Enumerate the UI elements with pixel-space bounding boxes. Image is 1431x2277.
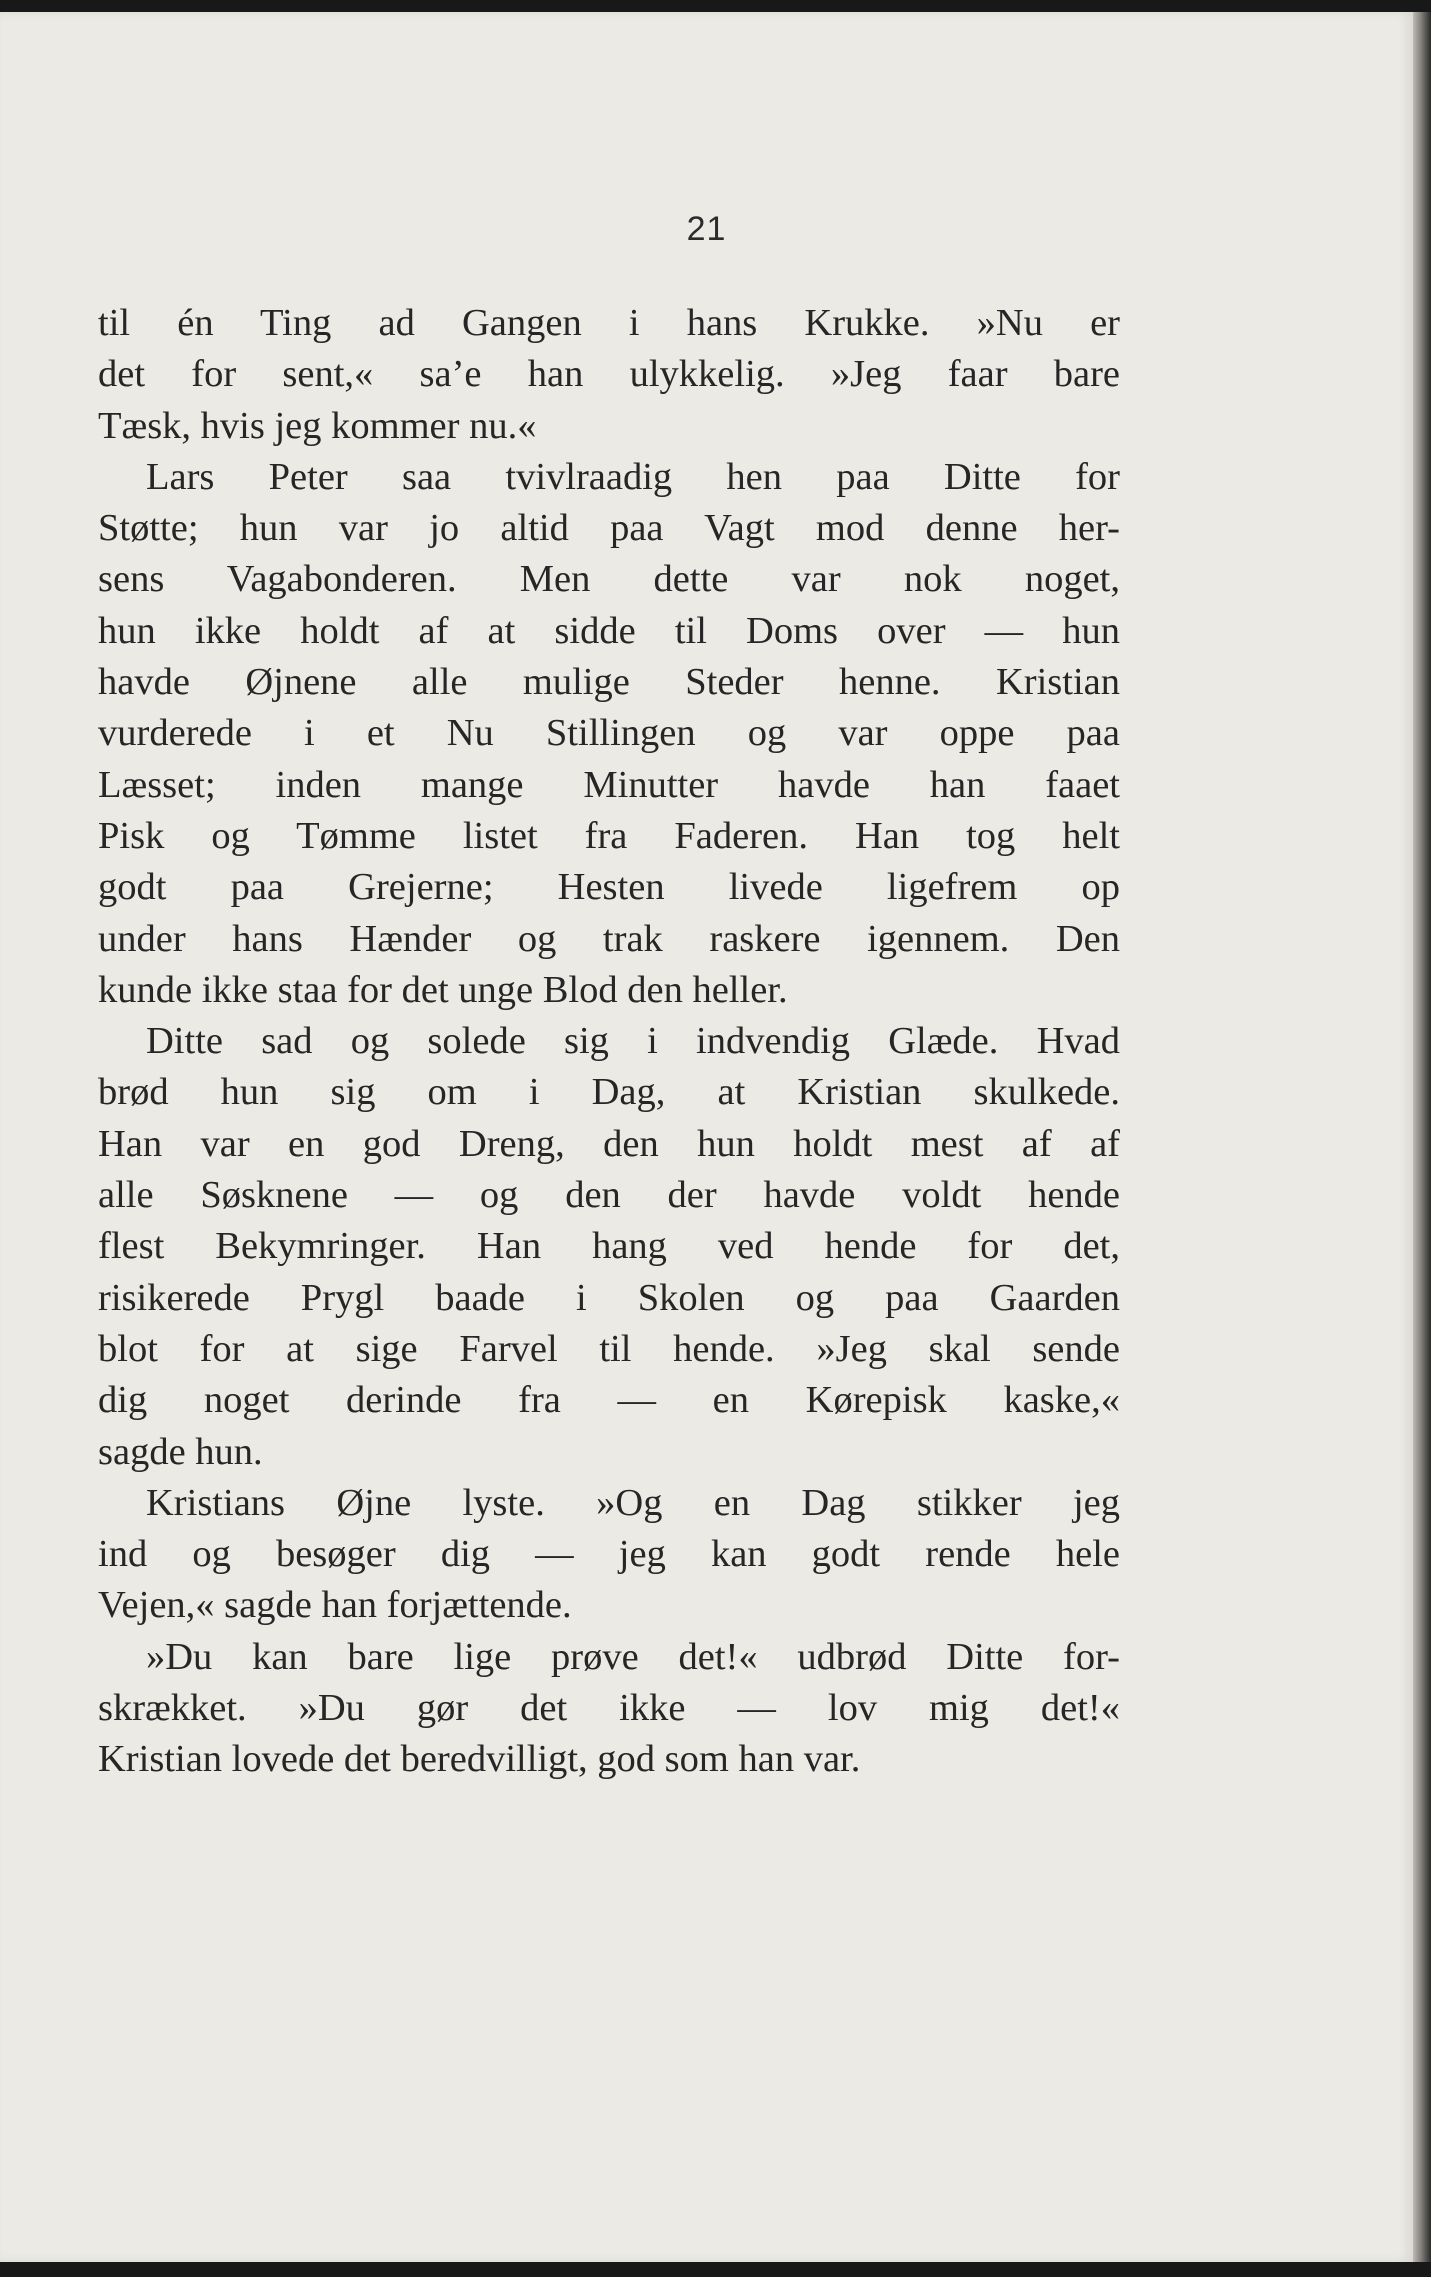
text-line: Vejen,« sagde han forjættende. — [98, 1584, 572, 1627]
page-edge — [1413, 12, 1431, 2262]
text-line: sens Vagabonderen. Men dette var nok noget, — [98, 558, 1120, 601]
text-line: det for sent,« sa’e han ulykkelig. »Jeg faar bare — [98, 353, 1120, 396]
text-line: Han var en god Dreng, den hun holdt mest af af — [98, 1122, 1120, 1165]
text-line: brød hun sig om i Dag, at Kristian skulkede. — [98, 1071, 1120, 1114]
text-line: Ditte sad og solede sig i indvendig Glæde. Hvad — [146, 1020, 1120, 1063]
text-line: vurderede i et Nu Stillingen og var oppe paa — [98, 712, 1120, 755]
text-line: Støtte; hun var jo altid paa Vagt mod denne her- — [98, 507, 1120, 550]
page-number: 21 — [686, 210, 727, 248]
text-line: risikerede Prygl baade i Skolen og paa Gaarden — [98, 1276, 1120, 1319]
page-paper — [0, 12, 1413, 2262]
text-line: skrækket. »Du gør det ikke — lov mig det!« — [98, 1687, 1120, 1730]
text-line: Tæsk, hvis jeg kommer nu.« — [98, 404, 537, 447]
text-line: ind og besøger dig — jeg kan godt rende hele — [98, 1533, 1120, 1576]
text-line: Læsset; inden mange Minutter havde han faaet — [98, 763, 1120, 806]
text-line: Pisk og Tømme listet fra Faderen. Han tog helt — [98, 814, 1120, 857]
text-line: dig noget derinde fra — en Kørepisk kaske,« — [98, 1379, 1120, 1422]
body-text — [98, 298, 1120, 1786]
text-line: til én Ting ad Gangen i hans Krukke. »Nu er — [98, 302, 1120, 344]
text-line: Kristian lovede det beredvilligt, god som han var. — [98, 1738, 861, 1781]
text-line: havde Øjnene alle mulige Steder henne. Kristian — [98, 661, 1120, 704]
text-line: sagde hun. — [98, 1430, 263, 1473]
text-line: Kristians Øjne lyste. »Og en Dag stikker jeg — [146, 1481, 1120, 1524]
text-line: flest Bekymringer. Han hang ved hende for det, — [98, 1225, 1120, 1268]
text-line: blot for at sige Farvel til hende. »Jeg skal sende — [98, 1327, 1120, 1370]
text-line: Lars Peter saa tvivlraadig hen paa Ditte for — [146, 455, 1120, 498]
text-line: kunde ikke staa for det unge Blod den heller. — [98, 968, 788, 1011]
text-line: hun ikke holdt af at sidde til Doms over — hun — [98, 609, 1120, 652]
text-line: godt paa Grejerne; Hesten livede ligefrem op — [98, 866, 1120, 909]
text-line: alle Søsknene — og den der havde voldt hende — [98, 1174, 1120, 1217]
text-line: under hans Hænder og trak raskere igennem. Den — [98, 917, 1120, 960]
text-line: »Du kan bare lige prøve det!« udbrød Ditte for- — [146, 1635, 1120, 1678]
